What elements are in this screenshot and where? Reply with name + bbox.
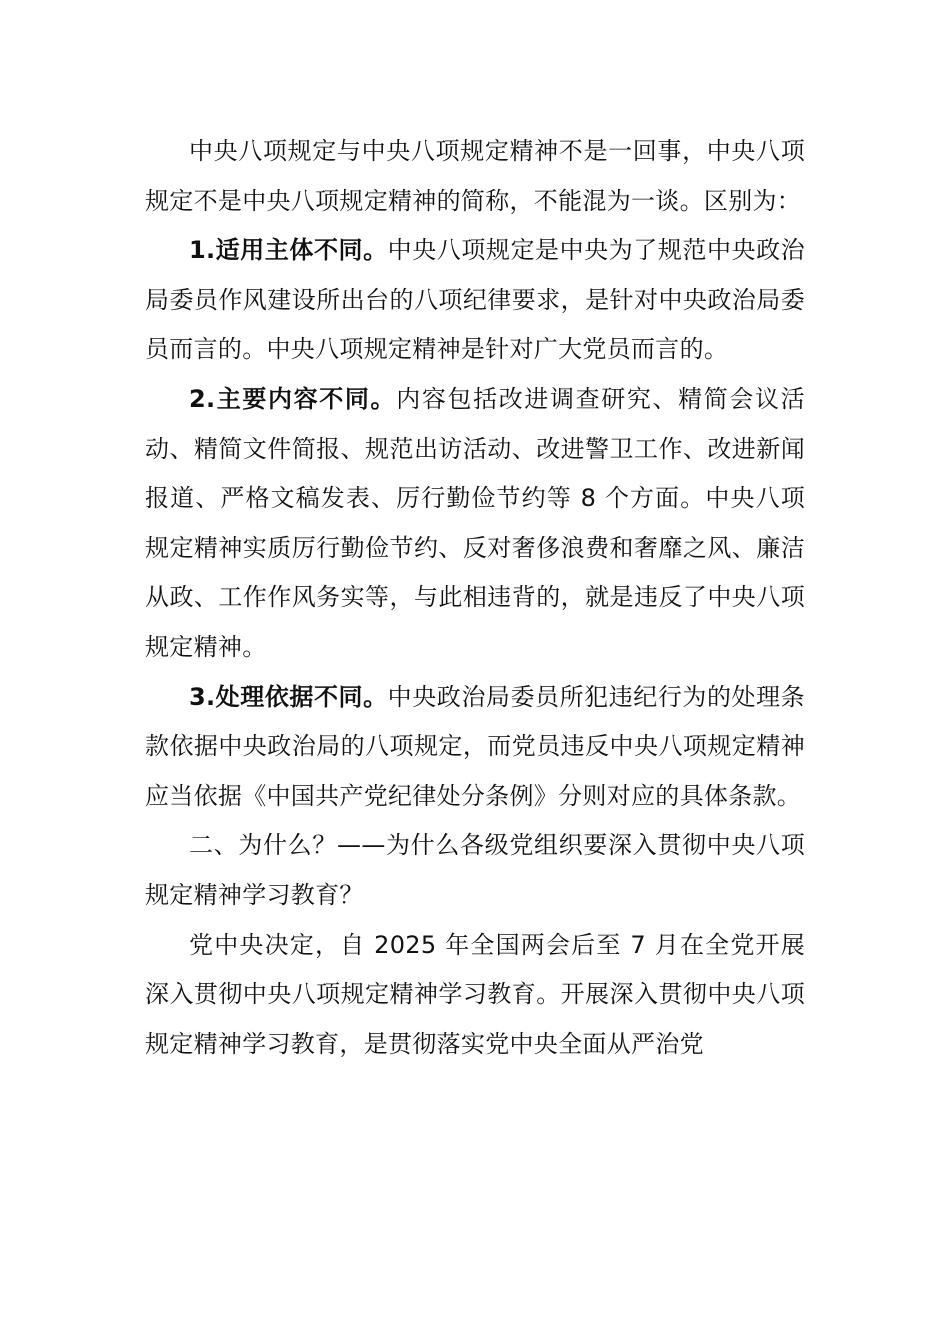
document-body [145, 127, 805, 1069]
paragraph-decision [145, 921, 805, 1070]
paragraph-text: 中央八项规定是中央为了规范中央政治局委员作风建设所出台的八项纪律要求，是针对中央政治局委员而言的。中央八项规定精神是针对广大党员而言的。 [145, 236, 805, 364]
paragraph-text: 党中央决定，自 2025 年全国两会后至 7 月在全党开展深入贯彻中央八项规定精神学习教育。开展深入贯彻中央八项规定精神学习教育，是贯彻落实党中央全面从严治党 [145, 930, 805, 1058]
paragraph-text: 二、为什么？——为什么各级党组织要深入贯彻中央八项规定精神学习教育？ [145, 831, 805, 909]
paragraph-text: 内容包括改进调查研究、精简会议活动、精简文件简报、规范出访活动、改进警卫工作、改进新闻报道、严格文稿发表、厉行勤俭节约等 8 个方面。中央八项规定精神实质厉行勤俭节约、反对奢侈浪费和奢靡之风、廉洁从政、工作作风务实等，与此相违背的，就是违反了中央八项规定精神。 [145, 384, 805, 661]
paragraph-intro [145, 127, 805, 226]
section-heading-why [145, 821, 805, 920]
paragraph-text: 中央八项规定与中央八项规定精神不是一回事，中央八项规定不是中央八项规定精神的简称，不能混为一谈。区别为： [145, 137, 805, 215]
paragraph-point-2 [145, 375, 805, 673]
paragraph-text: 中央政治局委员所犯违纪行为的处理条款依据中央政治局的八项规定，而党员违反中央八项规定精神应当依据《中国共产党纪律处分条例》分则对应的具体条款。 [145, 682, 805, 810]
paragraph-point-1 [145, 226, 805, 375]
paragraph-heading: 2.主要内容不同。 [189, 384, 397, 413]
paragraph-heading: 3.处理依据不同。 [189, 682, 388, 711]
paragraph-heading: 1.适用主体不同。 [189, 236, 388, 265]
paragraph-point-3 [145, 673, 805, 822]
